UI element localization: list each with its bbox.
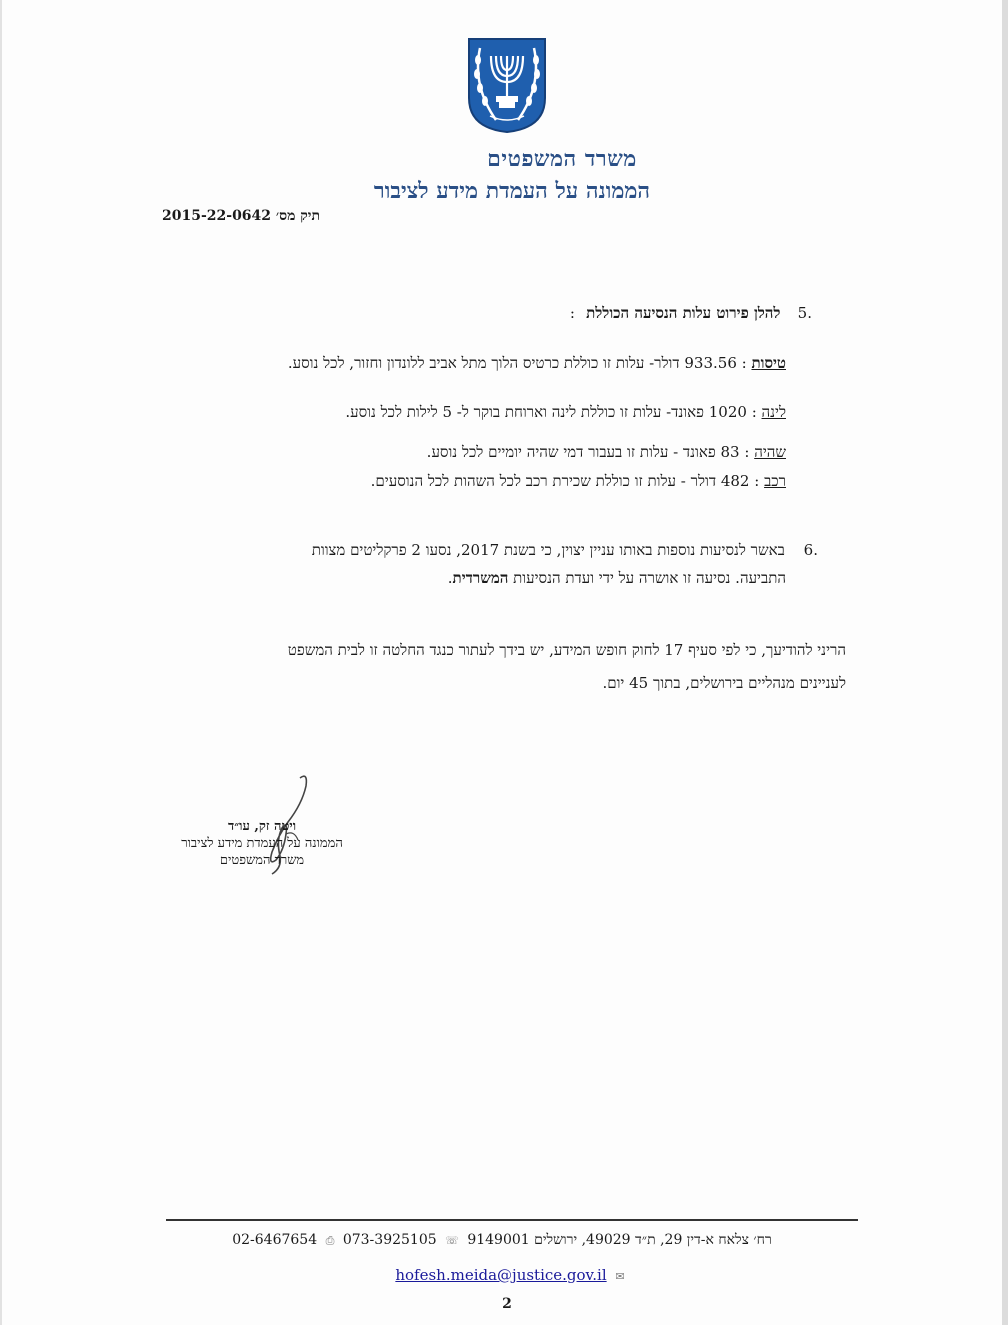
cost-item-label: רכב: [764, 472, 786, 490]
cost-item-label: לינה: [761, 403, 786, 421]
section-6-period: .: [447, 569, 453, 587]
section-5-heading: [570, 304, 812, 323]
cost-item-text: : 83 פאונד - עלות זו בעבור דמי שהיה יומיים לכל נוסע.: [426, 443, 750, 461]
footer-fax: 02-6467654: [232, 1232, 318, 1248]
cost-item-label: שהיה: [754, 443, 786, 461]
section-6-text-1: באשר לנסיעות נוספות באותו עניין יצוין, כי בשנת 2017, נסעו 2 פרקליטים מצוות: [311, 541, 785, 559]
section-6-number: .6: [803, 541, 818, 559]
cost-item-lodging: [345, 403, 786, 422]
unit-name: הממונה על העמדת מידע לציבור: [373, 178, 651, 204]
section-6-line-2: [448, 569, 786, 588]
signer-name: ויטה זק, עו״ד: [227, 819, 297, 834]
signature-block: [142, 818, 382, 869]
section-6-bold: המשרדית: [452, 569, 509, 587]
cost-item-text: : 482 דולר - עלות זו כוללת שכירת רכב לכל השהות לכל הנוסעים.: [370, 472, 760, 490]
section-5-title: להלן פירוט עלות הנסיעה הכוללת: [586, 304, 781, 322]
cost-item-label: טיסות: [751, 354, 786, 372]
ministry-name: משרד המשפטים: [487, 146, 637, 172]
notice-line-1: הריני להודיעך, כי לפי סעיף 17 לחוק חופש המידע, יש בידך לעתור כנגד החלטה זו לבית המשפט: [287, 641, 846, 659]
footer-phone: 073-3925105: [342, 1232, 437, 1248]
cost-item-text: : 933.56 דולר- עלות זו כוללת כרטיס הלוך מתל אביב ללונדון וחזור, לכל נוסע.: [287, 354, 747, 372]
footer-divider: [166, 1219, 858, 1221]
fax-icon: ⎙: [325, 1234, 335, 1247]
file-number: תיק מס׳ 2015-22-0642: [162, 208, 320, 224]
footer-address: רח׳ צלאח א-דין 29, ת״ד 49029, ירושלים 9149001: [467, 1232, 772, 1248]
footer-contact-line: [182, 1232, 822, 1249]
signer-ministry: משרד המשפטים: [219, 853, 305, 868]
section-6-text-2: התביעה. נסיעה זו אושרה על ידי ועדת הנסיעות: [513, 569, 786, 587]
phone-icon: ☏: [445, 1234, 459, 1247]
section-5-number: .5: [797, 304, 812, 322]
footer-email-line: [302, 1266, 722, 1284]
cost-item-stay: [427, 443, 786, 462]
cost-item-car: [371, 472, 786, 491]
notice-line-2: לעניינים מנהליים בירושלים, בתוך 45 יום.: [602, 674, 846, 692]
section-5-colon: :: [569, 304, 575, 322]
state-emblem-icon: [466, 36, 548, 134]
cost-item-flights: [288, 354, 786, 373]
page-number: 2: [502, 1296, 512, 1312]
cost-item-text: : 1020 פאונד- עלות זו כוללת לינה וארוחת בוקר ל- 5 לילות לכל נוסע.: [345, 403, 757, 421]
signer-role: הממונה על העמדת מידע לציבור: [181, 836, 343, 851]
email-icon: ✉: [615, 1270, 625, 1283]
section-6-line-1: [312, 541, 818, 560]
footer-email-link[interactable]: hofesh.meida@justice.gov.il: [395, 1266, 607, 1284]
